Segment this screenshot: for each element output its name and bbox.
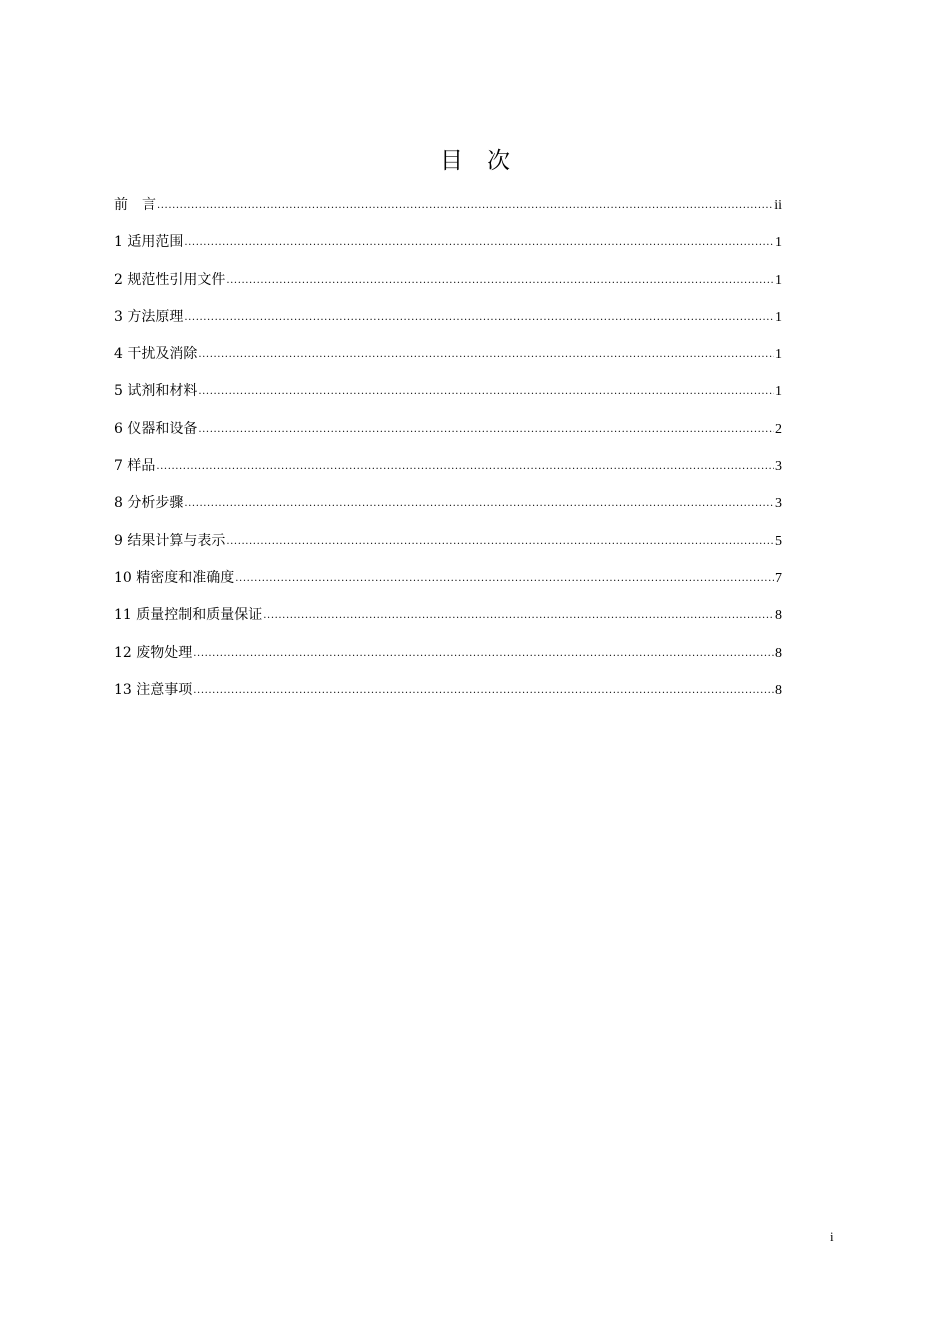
toc-entry-label: 4 干扰及消除 (114, 346, 198, 363)
toc-entry-page: 1 (775, 347, 782, 363)
page-number: i (830, 1229, 834, 1244)
toc-entry-foreword[interactable] (114, 194, 782, 231)
toc-entry-page: 2 (775, 421, 782, 437)
toc-leader-dots (184, 232, 774, 254)
toc-entry-label: 6 仪器和设备 (114, 420, 198, 437)
toc-entry-7[interactable] (114, 455, 782, 492)
toc-leader-dots (226, 270, 774, 292)
toc-entry-6[interactable] (114, 418, 782, 455)
toc-leader-dots (193, 680, 774, 702)
toc-entry-page: 3 (775, 496, 782, 512)
toc-entry-3[interactable] (114, 306, 782, 343)
toc-entry-13[interactable] (114, 679, 782, 716)
toc-entry-9[interactable] (114, 530, 782, 567)
table-of-contents (114, 194, 782, 716)
toc-leader-dots (235, 568, 774, 590)
page-title-part2: 次 (487, 148, 510, 174)
toc-entry-label: 5 试剂和材料 (114, 383, 198, 400)
toc-leader-dots (157, 195, 773, 217)
toc-entry-5[interactable] (114, 380, 782, 417)
toc-entry-10[interactable] (114, 567, 782, 604)
toc-entry-8[interactable] (114, 492, 782, 529)
toc-entry-page: 8 (775, 682, 782, 698)
toc-entry-label: 12 废物处理 (114, 644, 193, 661)
toc-entry-page: 3 (775, 459, 782, 475)
toc-entry-label: 8 分析步骤 (114, 495, 184, 512)
toc-entry-label: 前 言 (114, 197, 156, 213)
toc-entry-page: 1 (775, 235, 782, 251)
toc-leader-dots (226, 531, 774, 553)
page-title (0, 146, 950, 176)
toc-entry-label: 2 规范性引用文件 (114, 271, 226, 288)
toc-entry-label: 9 结果计算与表示 (114, 532, 226, 549)
toc-entry-11[interactable] (114, 604, 782, 641)
toc-entry-12[interactable] (114, 642, 782, 679)
toc-leader-dots (263, 605, 774, 627)
toc-entry-label: 11 质量控制和质量保证 (114, 607, 263, 624)
toc-leader-dots (198, 419, 774, 441)
toc-entry-label: 7 样品 (114, 458, 156, 475)
toc-entry-page: 5 (775, 533, 782, 549)
toc-entry-page: ii (774, 198, 782, 213)
toc-entry-label: 3 方法原理 (114, 308, 184, 325)
toc-entry-page: 1 (775, 309, 782, 325)
toc-entry-page: 8 (775, 608, 782, 624)
toc-entry-label: 10 精密度和准确度 (114, 569, 235, 586)
toc-entry-1[interactable] (114, 231, 782, 268)
toc-leader-dots (198, 344, 774, 366)
page-title-part1: 目 (440, 148, 463, 174)
toc-entry-label: 1 适用范围 (114, 234, 184, 251)
toc-leader-dots (193, 643, 774, 665)
toc-leader-dots (184, 493, 774, 515)
toc-leader-dots (198, 381, 774, 403)
toc-leader-dots (156, 456, 774, 478)
toc-entry-page: 1 (775, 272, 782, 288)
toc-entry-page: 1 (775, 384, 782, 400)
toc-leader-dots (184, 307, 774, 329)
toc-entry-label: 13 注意事项 (114, 681, 193, 698)
toc-entry-page: 8 (775, 645, 782, 661)
toc-entry-4[interactable] (114, 343, 782, 380)
toc-entry-2[interactable] (114, 269, 782, 306)
toc-entry-page: 7 (775, 570, 782, 586)
